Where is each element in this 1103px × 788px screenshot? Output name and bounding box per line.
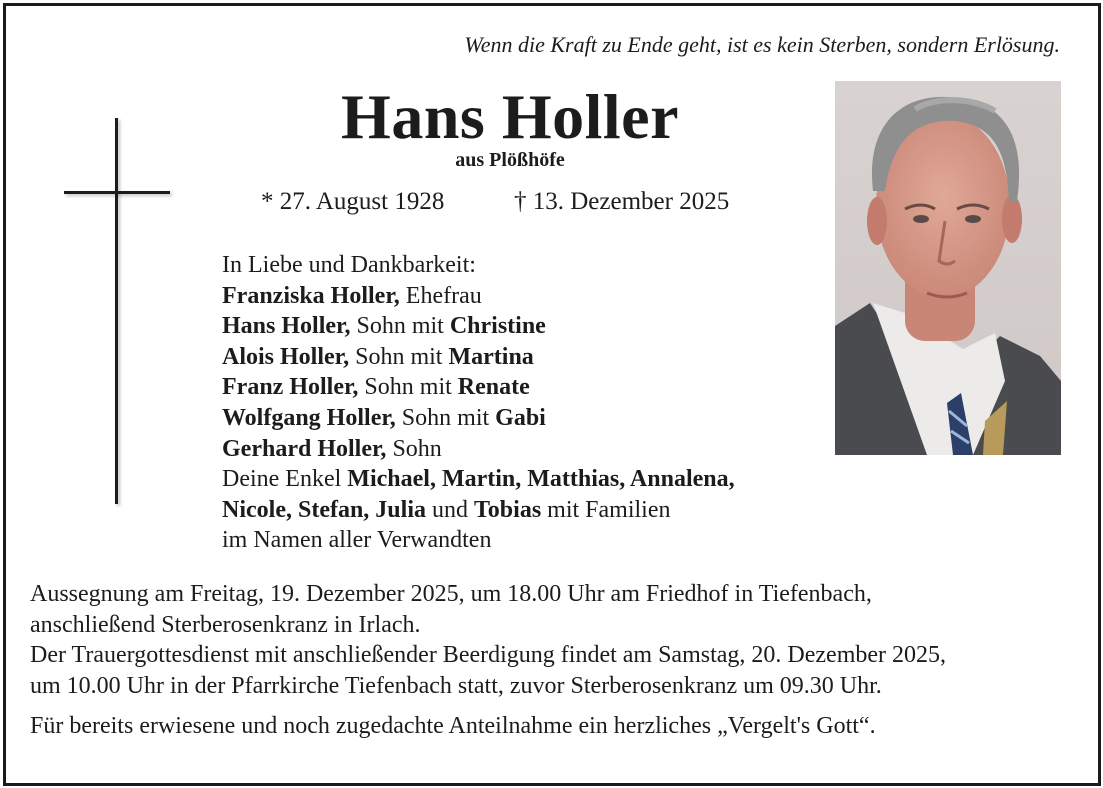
service-line: Aussegnung am Freitag, 19. Dezember 2025, um 18.00 Uhr am Friedhof in Tiefenbach, (30, 581, 872, 607)
portrait-photo (835, 81, 1061, 455)
grandchildren-line: Nicole, Stefan, Julia und Tobias mit Familien (222, 496, 671, 523)
obituary-notice (3, 3, 1101, 786)
deceased-name: Hans Holler (341, 81, 679, 152)
bereaved-list (222, 250, 735, 556)
deceased-origin: aus Plößhöfe (455, 149, 565, 171)
bereaved-entry: Hans Holler, Sohn mit Christine (222, 313, 546, 340)
thanks-note: Für bereits erwiesene und noch zugedachte Anteilnahme ein herzliches „Vergelt's Gott“. (30, 713, 876, 739)
bereaved-closing: im Namen aller Verwandten (222, 527, 492, 554)
cross-icon-bar (64, 191, 170, 194)
service-line: anschließend Sterberosenkranz in Irlach. (30, 611, 421, 638)
birth-date: * 27. August 1928 (261, 188, 445, 215)
bereaved-entry: Wolfgang Holler, Sohn mit Gabi (222, 404, 546, 431)
bereaved-intro: In Liebe und Dankbarkeit: (222, 252, 476, 278)
bereaved-entry: Franziska Holler, Ehefrau (222, 282, 482, 309)
cross-icon (115, 118, 118, 504)
death-date: † 13. Dezember 2025 (514, 188, 730, 215)
bereaved-entry: Gerhard Holler, Sohn (222, 435, 442, 462)
motto-quote: Wenn die Kraft zu Ende geht, ist es kein Sterben, sondern Erlösung. (464, 32, 1060, 57)
bereaved-entry: Alois Holler, Sohn mit Martina (222, 343, 534, 370)
service-details (30, 579, 946, 701)
service-line: um 10.00 Uhr in der Pfarrkirche Tiefenbach statt, zuvor Sterberosenkranz um 09.30 Uhr. (30, 672, 882, 699)
bereaved-entry: Franz Holler, Sohn mit Renate (222, 374, 530, 401)
grandchildren-line: Deine Enkel Michael, Martin, Matthias, Annalena, (222, 466, 735, 493)
service-line: Der Trauergottesdienst mit anschließender Beerdigung findet am Samstag, 20. Dezember 2025, (30, 642, 947, 669)
